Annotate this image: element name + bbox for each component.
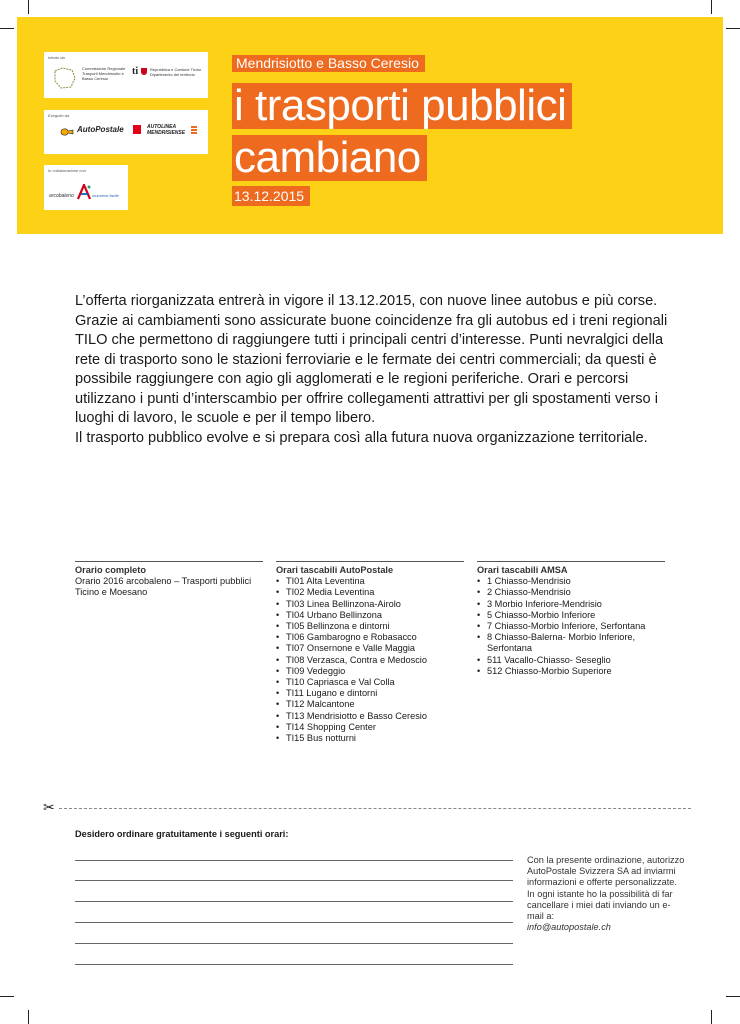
ticino-ti-icon: ti (132, 66, 139, 77)
intro-paragraph: Grazie ai cambiamenti sono assicurate buone coincidenze fra gli autobus ed i treni regionali TILO che permettono di raggiungere tutti i principali centri d’interesse. Punti nevralgici della rete di trasporto sono le stazioni ferroviarie e le fermate dei centri commerciali; da questi è possibile raggiungere con agio gli agglomerati e le regioni periferiche. Orari e percorsi utilizzano i punti d’interscambio per offrire collegamenti attrattivi per gli spostamenti verso i luoghi di lavoro, le scuole e per il tempo libero. (75, 312, 668, 426)
autopostale-flag-icon (133, 125, 141, 134)
list-item: • TI13 Mendrisiotto e Basso Ceresio (276, 711, 464, 722)
list-item: • TI03 Linea Bellinzona-Airolo (276, 599, 464, 610)
crop-mark (0, 28, 14, 29)
ticino-shield-icon (141, 68, 147, 75)
list-item: • TI06 Gambarogno e Robasacco (276, 632, 464, 643)
autopostale-logo: AutoPostale (77, 125, 124, 134)
autolinea-logo: AUTOLINEA MENDRISIENSE (147, 124, 186, 136)
order-field-line-4[interactable] (75, 922, 513, 923)
page-title-line2: cambiano (232, 135, 427, 181)
amsa-list (477, 576, 665, 677)
intro-paragraph: Il trasporto pubblico evolve e si prepara così alla futura nuova organizzazione territoriale. (75, 429, 648, 446)
page-title-line1: i trasporti pubblici (232, 83, 572, 129)
list-item: • TI07 Onsernone e Valle Maggia (276, 643, 464, 654)
order-field-line-5[interactable] (75, 943, 513, 944)
intro-paragraph: L’offerta riorganizzata entrerà in vigore il 13.12.2015, con nuove linee autobus e più corse. (75, 293, 658, 309)
logo-caption: Eseguito da (48, 113, 70, 118)
commissione-org-name: Commissione Regionale Trasporti Mendrisiotto e Basso Ceresio (82, 66, 126, 81)
crop-mark (711, 0, 712, 14)
list-item: • 512 Chiasso-Morbio Superiore (477, 666, 665, 677)
crop-mark (726, 996, 740, 997)
list-item: • 7 Chiasso-Morbio Inferiore, Serfontana (477, 621, 665, 632)
email-link[interactable]: info@autopostale.ch (527, 922, 611, 933)
consent-paragraph: In ogni istante ho la possibilità di far cancellare i miei dati inviando un e-mail a: (527, 888, 673, 922)
column-orario-completo (75, 561, 263, 599)
crop-mark (711, 1010, 712, 1024)
crop-mark (28, 0, 29, 14)
list-item: • TI11 Lugano e dintorni (276, 688, 464, 699)
region-label: Mendrisiotto e Basso Ceresio (232, 55, 425, 72)
column-text: Orario 2016 arcobaleno – Trasporti pubblici Ticino e Moesano (75, 576, 252, 598)
consent-text (527, 855, 687, 933)
logo-box-collaborazione (44, 165, 128, 210)
order-form-title: Desidero ordinare gratuitamente i seguenti orari: (75, 829, 289, 839)
list-item: • TI15 Bus notturni (276, 733, 464, 744)
list-item: • 8 Chiasso-Balerna- Morbio Inferiore, Serfontana (477, 632, 665, 654)
list-item: • TI02 Media Leventina (276, 587, 464, 598)
list-item: • TI09 Vedeggio (276, 666, 464, 677)
list-item: • TI01 Alta Leventina (276, 576, 464, 587)
arcobaleno-a-icon (77, 184, 91, 200)
autolinea-stripes-icon (191, 126, 197, 135)
list-item: • 3 Morbio Inferiore-Mendrisio (477, 599, 665, 610)
arcobaleno-slogan: muoversi facile (92, 193, 119, 198)
order-field-line-6[interactable] (75, 964, 513, 965)
commissione-map-logo (52, 65, 78, 91)
crop-mark (726, 28, 740, 29)
column-title: Orario completo (75, 565, 146, 575)
order-field-line-3[interactable] (75, 901, 513, 902)
ticino-org-name: Repubblica e Cantone Ticino Dipartimento del territorio (150, 67, 202, 77)
effective-date: 13.12.2015 (232, 186, 310, 206)
column-title: Orari tascabili AMSA (477, 565, 568, 575)
logo-caption: Ideato da (48, 55, 65, 60)
list-item: • TI05 Bellinzona e dintorni (276, 621, 464, 632)
order-field-line-1[interactable] (75, 860, 513, 861)
list-item: • 5 Chiasso-Morbio Inferiore (477, 610, 665, 621)
column-amsa (477, 561, 665, 677)
list-item: • TI10 Capriasca e Val Colla (276, 677, 464, 688)
intro-text (75, 292, 675, 448)
column-autopostale (276, 561, 464, 744)
autopostale-list (276, 576, 464, 744)
list-item: • TI08 Verzasca, Contra e Medoscio (276, 655, 464, 666)
list-item: • 1 Chiasso-Mendrisio (477, 576, 665, 587)
crop-mark (28, 1010, 29, 1024)
logo-box-commissione (44, 52, 208, 98)
list-item: • 2 Chiasso-Mendrisio (477, 587, 665, 598)
list-item: • TI12 Malcantone (276, 699, 464, 710)
posthorn-icon (60, 127, 74, 137)
list-item: • TI04 Urbano Bellinzona (276, 610, 464, 621)
scissors-icon: ✂ (43, 799, 55, 815)
crop-mark (0, 996, 14, 997)
logo-caption: In collaborazione con (48, 168, 86, 173)
consent-paragraph: Con la presente ordinazione, autorizzo AutoPostale Svizzera SA ad inviarmi informazioni e offerte personalizzate. (527, 855, 685, 888)
order-field-line-2[interactable] (75, 880, 513, 881)
list-item: • TI14 Shopping Center (276, 722, 464, 733)
logo-box-eseguito (44, 110, 208, 154)
column-title: Orari tascabili AutoPostale (276, 565, 394, 575)
cut-line (59, 808, 691, 809)
list-item: • 511 Vacallo-Chiasso- Seseglio (477, 655, 665, 666)
arcobaleno-logo: arcobaleno (49, 193, 74, 199)
